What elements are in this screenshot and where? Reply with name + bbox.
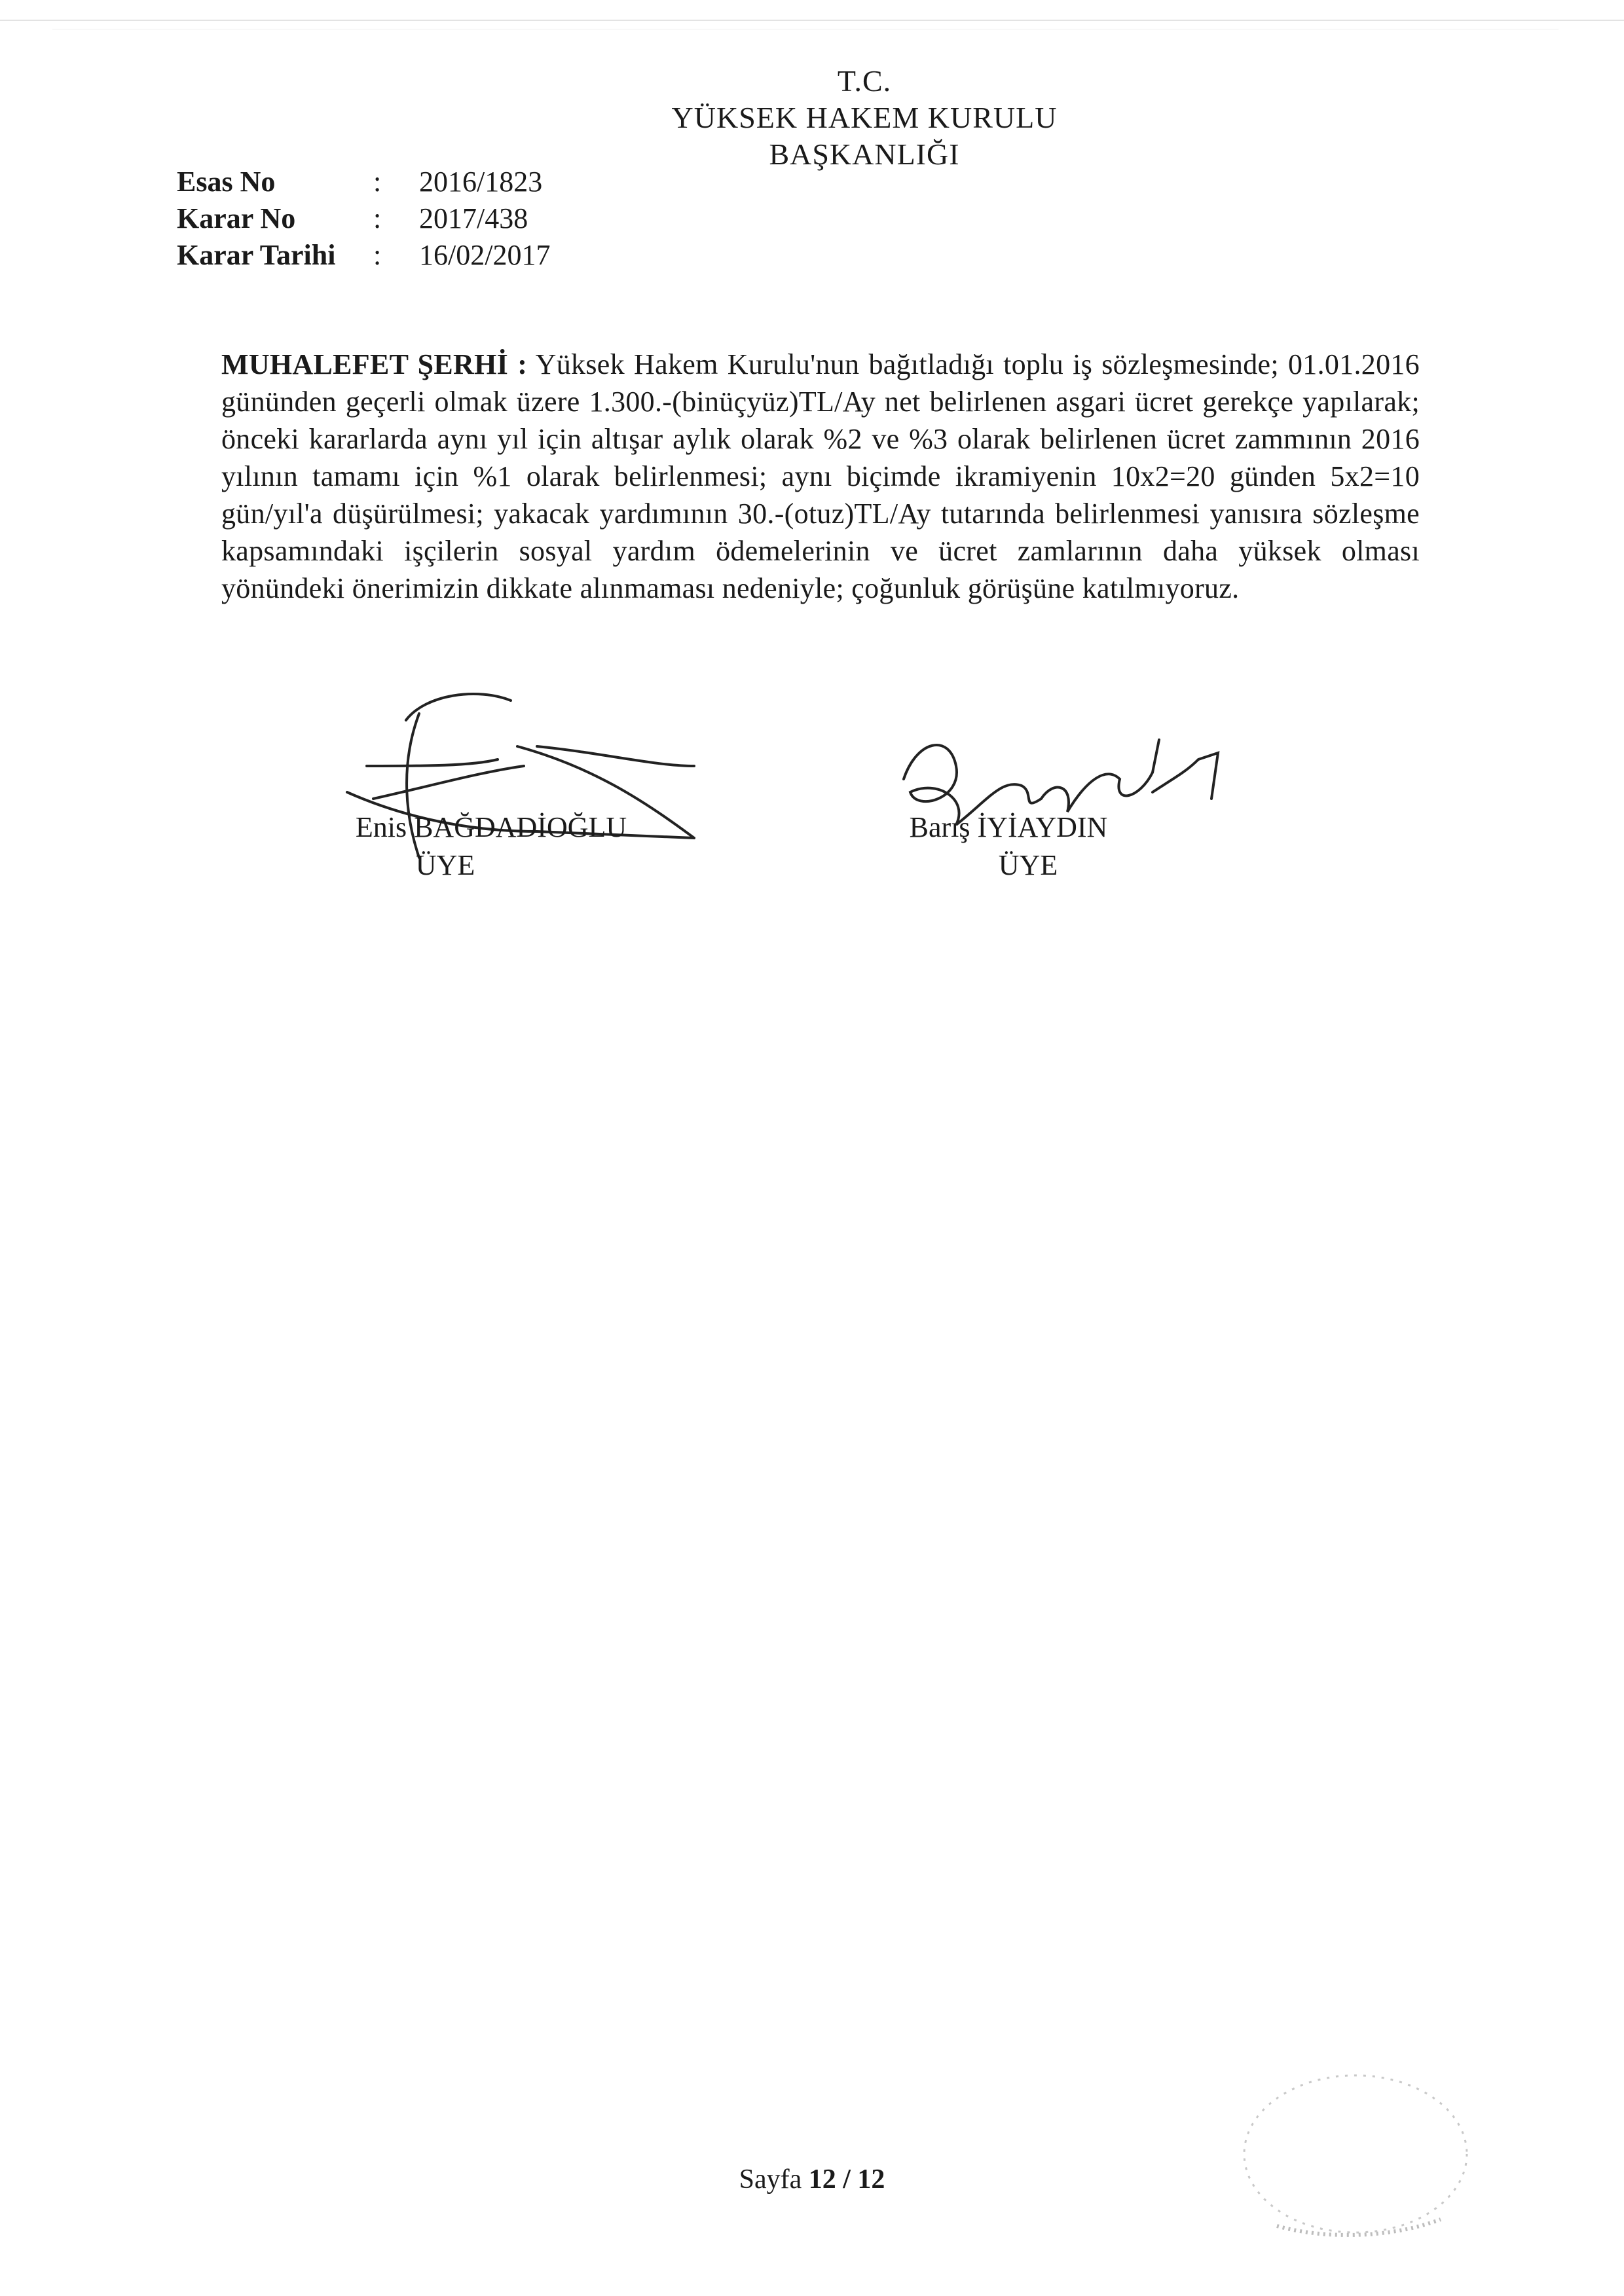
case-info-separator: : [373, 239, 382, 271]
scan-edge-line [0, 20, 1624, 21]
case-info-row [177, 164, 550, 200]
page-prefix: Sayfa [739, 2164, 802, 2195]
page-number: 12 [808, 2164, 836, 2195]
dissent-paragraph [221, 346, 1420, 607]
page-total: 12 [857, 2164, 885, 2195]
case-info-row [177, 200, 550, 237]
case-info [177, 164, 550, 274]
case-info-label: Esas No [177, 166, 276, 198]
case-info-row [177, 237, 550, 274]
case-info-separator: : [373, 166, 382, 198]
header-office: BAŞKANLIĞI [769, 137, 960, 171]
case-info-value: 2016/1823 [419, 166, 543, 198]
case-info-label: Karar Tarihi [177, 239, 336, 271]
page-footer [655, 2164, 969, 2195]
case-info-value: 16/02/2017 [419, 239, 551, 271]
case-info-value: 2017/438 [419, 202, 528, 234]
signatory-left-name: Enis BAĞDADİOĞLU [355, 811, 627, 843]
faint-stamp [1218, 2049, 1493, 2246]
header-institution: YÜKSEK HAKEM KURULU [671, 101, 1058, 134]
case-info-label: Karar No [177, 202, 296, 234]
header-country: T.C. [837, 64, 892, 98]
signatory-right-name: Barış İYİAYDIN [909, 811, 1108, 843]
page-separator: / [843, 2164, 851, 2195]
dissent-heading: MUHALEFET ŞERHİ : [221, 348, 528, 380]
signatory-left-role: ÜYE [415, 849, 475, 881]
case-info-separator: : [373, 202, 382, 234]
dissent-text: Yüksek Hakem Kurulu'nun bağıtladığı toplu iş sözleşmesinde; 01.01.2016 gününden geçerli olmak üzere 1.300.-(binüçyüz)TL/Ay net belirlenen asgari ücret gerekçe yapılarak; önceki kararlarda aynı yıl için altışar aylık olarak %2 ve %3 olarak belirlenen ücret zammının 2016 yılının tamamı için %1 olarak belirlenmesi; aynı biçimde ikramiyenin 10x2=20 günden 5x2=10 gün/yıl'a düşürülmesi; yakacak yardımının 30.-(otuz)TL/Ay tutarında belirlenmesi yanısıra sözleşme kapsamındaki işçilerin sosyal yardım ödemelerinin ve ücret zamlarının daha yüksek olması yönündeki önerimizin dikkate alınmaması nedeniyle; çoğunluk görüşüne katılmıyoruz. [221, 348, 1420, 604]
document-header [485, 63, 1244, 173]
signatory-right-role: ÜYE [998, 849, 1058, 881]
